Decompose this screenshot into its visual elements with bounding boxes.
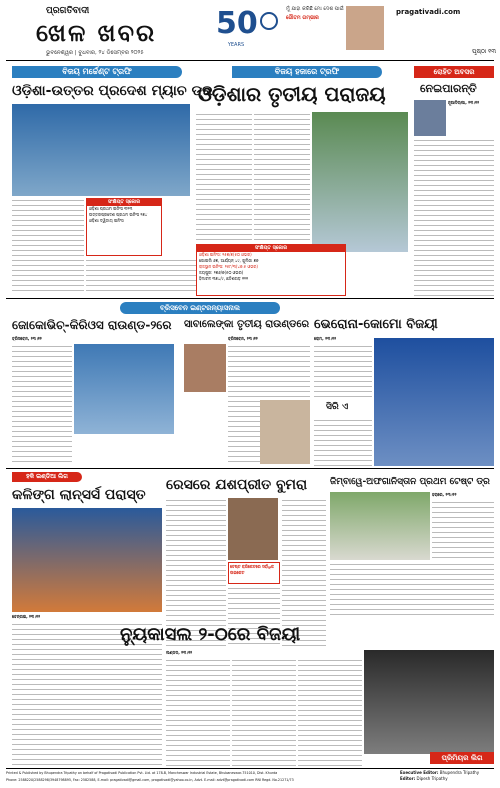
story5-byline: ବ୍ରିସବେନ, ୨୩।୧୨ bbox=[228, 336, 258, 341]
story6-headline: ଭେରୋନା-କୋମୋ ବିଜୟୀ bbox=[314, 317, 438, 332]
story2-scorebox bbox=[196, 244, 346, 296]
story3-photo bbox=[414, 100, 446, 136]
rule-1 bbox=[6, 298, 494, 299]
story4-headline: ଜୋକୋଭିଚ୍-କିରିଓସ ରାଉଣ୍ଡ-୨ରେ bbox=[12, 318, 172, 332]
story3-headline: ନେଇପାରନ୍ତି bbox=[420, 82, 477, 95]
rule-2 bbox=[6, 468, 494, 469]
story8-caption: ଟେଷ୍ଟ କ୍ରିକେଟରେ ସର୍ବାଧିକ ଉଇକେଟ bbox=[230, 564, 274, 575]
story3-body bbox=[414, 138, 494, 296]
quote-box bbox=[286, 6, 386, 50]
story10-body-2 bbox=[232, 658, 296, 766]
anniversary-logo bbox=[216, 6, 256, 54]
editor-name-2: Dipesh Tripathy bbox=[416, 776, 448, 781]
story2-score-line-2: ଗୋଇଲି ୬୭, ଆର୍ଯ୍ୟନ୍ ୪୯, ଗୁଲିଜା ୭୭ bbox=[199, 258, 259, 263]
story8-headline: ରେସରେ ଯଶପ୍ରୀତ ବୁମରା bbox=[166, 477, 308, 493]
story1-score-line-1: ଓଡ଼ିଶା ପ୍ରଥମ ଇନିଂସ ୩୨୩ bbox=[89, 206, 133, 211]
story7-headline: କଳିଙ୍ଗ ଲାନ୍ସର୍ସ ପରାସ୍ତ bbox=[12, 487, 146, 503]
story10-body-4 bbox=[12, 652, 162, 766]
story1-score-line-2: ଉତ୍ତରପ୍ରଦେଶ ପ୍ରଥମ ଇନିଂସ ୨୭୪ bbox=[89, 212, 148, 217]
story9-photo bbox=[330, 492, 430, 560]
story3-byline: ନୂଆଦିଲ୍ଲୀ, ୨୩।୧୨ bbox=[448, 100, 480, 105]
story6-photo bbox=[374, 338, 494, 466]
story9-body-1 bbox=[432, 500, 494, 560]
story2-photo bbox=[312, 112, 408, 252]
story2-kicker: ବିଜୟ ହଜାରେ ଟ୍ରଫି bbox=[232, 66, 382, 78]
footer-line-2: Phone: 2588220/2588298/3948798895, Fax: 2582588, E-mail: pragativadi@gmail.com, pragativadi@yahoo.co.in, Advt. E-mail: advt@pragativadi.com RNI Regd. No.21271/73 bbox=[6, 778, 294, 782]
story2-score-title: ସଂକ୍ଷିପ୍ତ ସ୍କୋର bbox=[197, 245, 345, 252]
story2-body-2 bbox=[254, 112, 310, 242]
story1-headline: ଓଡ଼ିଶା-ଉତ୍ତର ପ୍ରଦେଶ ମ୍ୟାଚ ଡ୍ର bbox=[12, 83, 213, 99]
story5-headline: ସାବାଲେଙ୍କା ତୃତୀୟ ରାଉଣ୍ଡରେ bbox=[184, 319, 310, 330]
story10-photo bbox=[364, 650, 494, 754]
story4-photo bbox=[74, 344, 174, 434]
story2-score-line-1: ଓଡ଼ିଶା ଇନିଂସ: ୨୫୭/୭(୫୦ ଓଭର) bbox=[199, 252, 252, 257]
publisher-name: ପ୍ରଗତିବାଦୀ bbox=[46, 6, 90, 16]
story1-score-title: ସଂକ୍ଷିପ୍ତ ସ୍କୋର bbox=[87, 199, 161, 206]
band-title: ବ୍ରିସବେନ ଇଣ୍ଟରନ୍ୟାସନାଲ bbox=[120, 302, 280, 314]
story2-headline: ଓଡ଼ିଶାର ତୃତୀୟ ପରାଜୟ bbox=[198, 82, 386, 106]
story9-headline: ଜିମ୍ବାୱେ-ଅଫଗାନିସ୍ତାନ ପ୍ରଥମ ଟେଷ୍ଟ ଡ୍ର bbox=[330, 477, 490, 487]
quote-name: ଗୌତମ ଗମ୍ଭୀର bbox=[286, 15, 319, 21]
story3-kicker: ରୋହିତ ଅବସର bbox=[414, 66, 494, 78]
story2-score-line-3: ରାଜସ୍ଥାନ ଇନିଂସ: ୨୫୮/୩(୪୭.୫ ଓଭର) bbox=[199, 264, 258, 269]
story9-body-2 bbox=[330, 562, 494, 616]
anniversary-label: YEARS bbox=[227, 42, 245, 48]
story10-tag: ପ୍ରିମିୟର ଲିଗ bbox=[430, 752, 494, 764]
story1-scorebox bbox=[86, 198, 162, 256]
story2-score-line-4: ଜୟପୁର: ୨୭୬/୭(୫୦ ଓଭର) bbox=[199, 270, 244, 275]
story7-photo bbox=[12, 508, 162, 612]
story6-byline: ରୋମ, ୨୩।୧୨ bbox=[314, 336, 337, 341]
story9-byline: ହରାରେ, ୨୩।୧୨ bbox=[432, 492, 457, 497]
anniversary-number: 50 bbox=[216, 6, 258, 41]
story6-body-2 bbox=[314, 418, 372, 466]
story5-photo bbox=[184, 344, 226, 392]
story10-body-3 bbox=[298, 658, 362, 766]
story6-sub: ସିରି ଏ bbox=[326, 402, 349, 412]
story1-body-2 bbox=[86, 258, 196, 294]
story4-body bbox=[12, 344, 72, 464]
editor-name: Bhupendra Tripathy bbox=[439, 770, 480, 775]
story2-body-1 bbox=[196, 112, 252, 242]
story7-byline: ଚେନ୍ନାଇ, ୨୩।୧୨ bbox=[12, 614, 41, 619]
story8-photo bbox=[228, 498, 278, 560]
story8-caption-box bbox=[228, 562, 280, 584]
page-number: ପୃଷ୍ଠା ୧୩ bbox=[471, 48, 496, 55]
story10-headline: ନ୍ୟୁକାସଲ ୨-୦ରେ ବିଜୟୀ bbox=[120, 624, 301, 645]
story1-body bbox=[12, 198, 84, 294]
story1-score-line-3: ଓଡ଼ିଶା ଦ୍ୱିତୀୟ ଇନିଂସ bbox=[89, 218, 124, 223]
editor-label: Executive Editor: bbox=[400, 770, 439, 775]
story7-kicker: ହକି ଇଣ୍ଡିଆ ଲିଗ bbox=[12, 472, 82, 482]
date-line: ଭୁବନେଶ୍ୱର | ବୁଧବାର, ୨୪ ଡିସେମ୍ବର ୨୦୨୫ bbox=[46, 50, 144, 56]
story10-byline: ଲଣ୍ଡନ, ୨୩।୧୨ bbox=[166, 650, 193, 655]
emblem-icon bbox=[260, 12, 278, 30]
footer-editor bbox=[400, 770, 494, 784]
story4-byline: ବ୍ରିସବେନ, ୨୩।୧୨ bbox=[12, 336, 42, 341]
story6-body-1 bbox=[314, 344, 372, 398]
story2-score-line-5: ହିମାଚଳ ୩୭୪/୯, ଛତିଶଗଡ଼ ୧୨୧ bbox=[199, 276, 249, 281]
quote-text: ମୁଁ ଯାହା କରିଛି ମୋ ଦେଶ ପାଇଁ bbox=[286, 6, 344, 12]
footer-line-1: Printed & Published by Bhupendra Tripathy on behalf of Pragativadi Publication Pvt. Ltd. at 178-B, Mancheswar Industrial Estate, Bhubaneswar-751010, Dist. Khurda bbox=[6, 771, 278, 775]
story1-kicker: ବିଜୟ ମର୍ଚ୍ଚେଣ୍ଟ ଟ୍ରଫି bbox=[12, 66, 182, 78]
editor-label-2: Editor: bbox=[400, 776, 416, 781]
rule-3 bbox=[6, 768, 494, 769]
story5-photo-2 bbox=[260, 400, 310, 464]
website[interactable]: pragativadi.com bbox=[396, 8, 461, 16]
quote-photo bbox=[346, 6, 384, 50]
story1-photo bbox=[12, 104, 190, 196]
masthead-rule bbox=[6, 60, 494, 61]
section-title: ଖେଳ ଖବର bbox=[36, 19, 157, 47]
masthead bbox=[6, 4, 494, 60]
story10-body-1 bbox=[166, 658, 230, 766]
